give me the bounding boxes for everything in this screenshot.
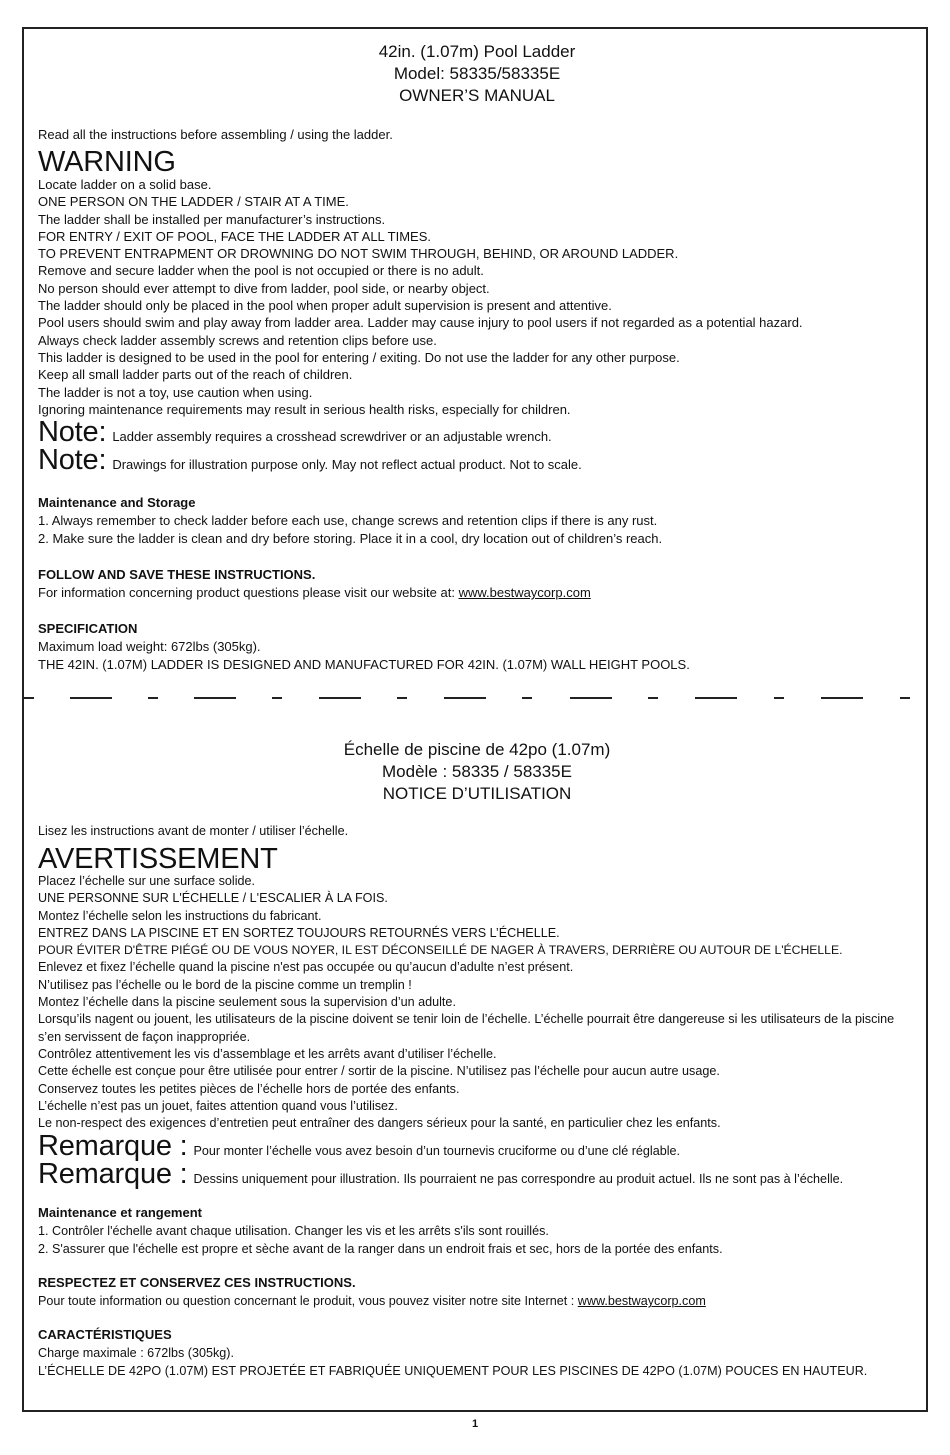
note-text: Dessins uniquement pour illustration. Ils pourraient ne pas correspondre au produit actuel. Ils ne sont pas à l’échelle. [193,1172,844,1187]
title-line-3: OWNER’S MANUAL [399,86,555,105]
note-1 [38,416,916,449]
note-label: Remarque : [38,1158,188,1191]
intro-text: Lisez les instructions avant de monter / utiliser l’échelle. [38,824,349,838]
maintenance-item: 1. Always remember to check ladder before each use, change screws and retention clips if there is any rust. [38,513,658,529]
spec-heading: SPECIFICATION [38,621,138,637]
warning-item: ENTREZ DANS LA PISCINE ET EN SORTEZ TOUJOURS RETOURNÉS VERS L’ÉCHELLE. [38,925,560,940]
english-section [38,41,916,674]
warning-item: Always check ladder assembly screws and retention clips before use. [38,332,437,348]
warning-item: Montez l’échelle selon les instructions du fabricant. [38,908,322,923]
spec-item: Charge maximale : 672lbs (305kg). [38,1346,234,1361]
warning-item: This ladder is designed to be used in the pool for entering / exiting. Do not use the ladder for any other purpose. [38,349,680,365]
warning-item: FOR ENTRY / EXIT OF POOL, FACE THE LADDER AT ALL TIMES. [38,228,432,244]
warning-item: Locate ladder on a solid base. [38,177,212,192]
follow-heading: RESPECTEZ ET CONSERVEZ CES INSTRUCTIONS. [38,1275,356,1291]
warning-list [38,873,916,1132]
warning-item: ONE PERSON ON THE LADDER / STAIR AT A TIME. [38,194,349,210]
spec-item: Maximum load weight: 672lbs (305kg). [38,639,261,655]
warning-item: TO PREVENT ENTRAPMENT OR DROWNING DO NOT SWIM THROUGH, BEHIND, OR AROUND LADDER. [38,246,679,262]
warning-item: Placez l’échelle sur une surface solide. [38,874,256,888]
note-label: Remarque : [38,1130,188,1163]
warning-item: N’utilisez pas l’échelle ou le bord de la piscine comme un tremplin ! [38,977,412,992]
warning-item: Enlevez et fixez l’échelle quand la piscine n'est pas occupée ou qu’aucun d’adulte n’est présent. [38,960,574,975]
warning-item: Montez l’échelle dans la piscine seulement sous la supervision d’un adulte. [38,995,456,1010]
warning-list [38,176,916,418]
warning-item: Keep all small ladder parts out of the reach of children. [38,367,353,383]
page-number: 1 [471,1418,479,1430]
info-line [38,584,916,602]
note-2 [38,444,916,477]
warning-item: The ladder is not a toy, use caution when using. [38,384,313,400]
warning-item: Ignoring maintenance requirements may result in serious health risks, especially for children. [38,401,571,417]
title-line-1: 42in. (1.07m) Pool Ladder [378,42,576,61]
note-text: Ladder assembly requires a crosshead screwdriver or an adjustable wrench. [112,429,552,445]
spec-item: L’ÉCHELLE DE 42PO (1.07M) EST PROJETÉE ET FABRIQUÉE UNIQUEMENT POUR LES PISCINES DE 42PO (1.07M) POUCES EN HAUTEUR. [38,1364,868,1379]
follow-heading: FOLLOW AND SAVE THESE INSTRUCTIONS. [38,567,316,583]
warning-item: Lorsqu’ils nagent ou jouent, les utilisateurs de la piscine doivent se tenir loin de l’échelle. L’échelle pourrait être dangereuse si les utilisateurs de la piscine s’en servissent de façon inappropriée. [38,1012,895,1044]
french-section [38,739,916,1380]
spec-item: THE 42IN. (1.07M) LADDER IS DESIGNED AND MANUFACTURED FOR 42IN. (1.07M) WALL HEIGHT POOLS. [38,657,690,673]
maintenance-heading: Maintenance et rangement [38,1205,202,1221]
warning-item: Remove and secure ladder when the pool is not occupied or there is no adult. [38,263,484,279]
info-text: For information concerning product questions please visit our website at: [38,585,459,601]
note-label: Note: [38,416,107,449]
title-line-2: Modèle : 58335 / 58335E [382,762,572,781]
warning-item: The ladder should only be placed in the pool when proper adult supervision is present and attentive. [38,298,612,314]
warning-item: Pool users should swim and play away from ladder area. Ladder may cause injury to pool users if not regarded as a potential hazard. [38,315,803,331]
warning-item: L’échelle n’est pas un jouet, faites attention quand vous l’utilisez. [38,1098,398,1113]
note-label: Note: [38,444,107,477]
info-line [38,1292,916,1310]
website-link[interactable]: www.bestwaycorp.com [577,1294,706,1309]
warning-item: The ladder shall be installed per manufacturer’s instructions. [38,211,386,227]
note-1 [38,1130,916,1163]
warning-heading: WARNING [38,146,176,178]
maintenance-item: 2. Make sure the ladder is clean and dry before storing. Place it in a cool, dry location out of children’s reach. [38,531,663,547]
title-line-2: Model: 58335/58335E [393,64,561,83]
note-text: Drawings for illustration purpose only. May not reflect actual product. Not to scale. [112,457,582,473]
title-line-3: NOTICE D’UTILISATION [382,784,572,803]
website-link[interactable]: www.bestwaycorp.com [458,585,591,601]
warning-item: Cette échelle est conçue pour être utilisée pour entrer / sortir de la piscine. N’utilisez pas l’échelle pour aucun autre usage. [38,1064,720,1079]
warning-item: Le non-respect des exigences d’entretien peut entraîner des dangers sérieux pour la santé, en particulier chez les enfants. [38,1116,721,1131]
maintenance-item: 1. Contrôler l'échelle avant chaque utilisation. Changer les vis et les arrêts s'ils sont rouillés. [38,1224,549,1239]
maintenance-heading: Maintenance and Storage [38,495,196,511]
section-divider [24,697,926,699]
maintenance-item: 2. S'assurer que l'échelle est propre et sèche avant de la ranger dans un endroit frais et sec, hors de la portée des enfants. [38,1242,723,1257]
note-text: Pour monter l’échelle vous avez besoin d’un tournevis cruciforme ou d’une clé réglable. [193,1144,681,1159]
intro-text: Read all the instructions before assembling / using the ladder. [38,127,393,142]
warning-item: Contrôlez attentivement les vis d’assemblage et les arrêts avant d’utiliser l’échelle. [38,1046,497,1061]
note-2 [38,1158,916,1191]
title-line-1: Échelle de piscine de 42po (1.07m) [343,740,611,759]
warning-item: UNE PERSONNE SUR L'ÉCHELLE / L'ESCALIER À LA FOIS. [38,891,388,906]
warning-item: No person should ever attempt to dive from ladder, pool side, or nearby object. [38,280,490,296]
page-frame [22,27,928,1412]
warning-heading: AVERTISSEMENT [38,843,278,875]
warning-item: POUR ÉVITER D'ÊTRE PIÉGÉ OU DE VOUS NOYER, IL EST DÉCONSEILLÉ DE NAGER À TRAVERS, DERRIÈRE OU AUTOUR DE L'ÉCHELLE. [38,943,843,958]
info-text: Pour toute information ou question concernant le produit, vous pouvez visiter notre site Internet : [38,1294,578,1309]
spec-heading: CARACTÉRISTIQUES [38,1327,172,1343]
warning-item: Conservez toutes les petites pièces de l’échelle hors de portée des enfants. [38,1081,460,1096]
